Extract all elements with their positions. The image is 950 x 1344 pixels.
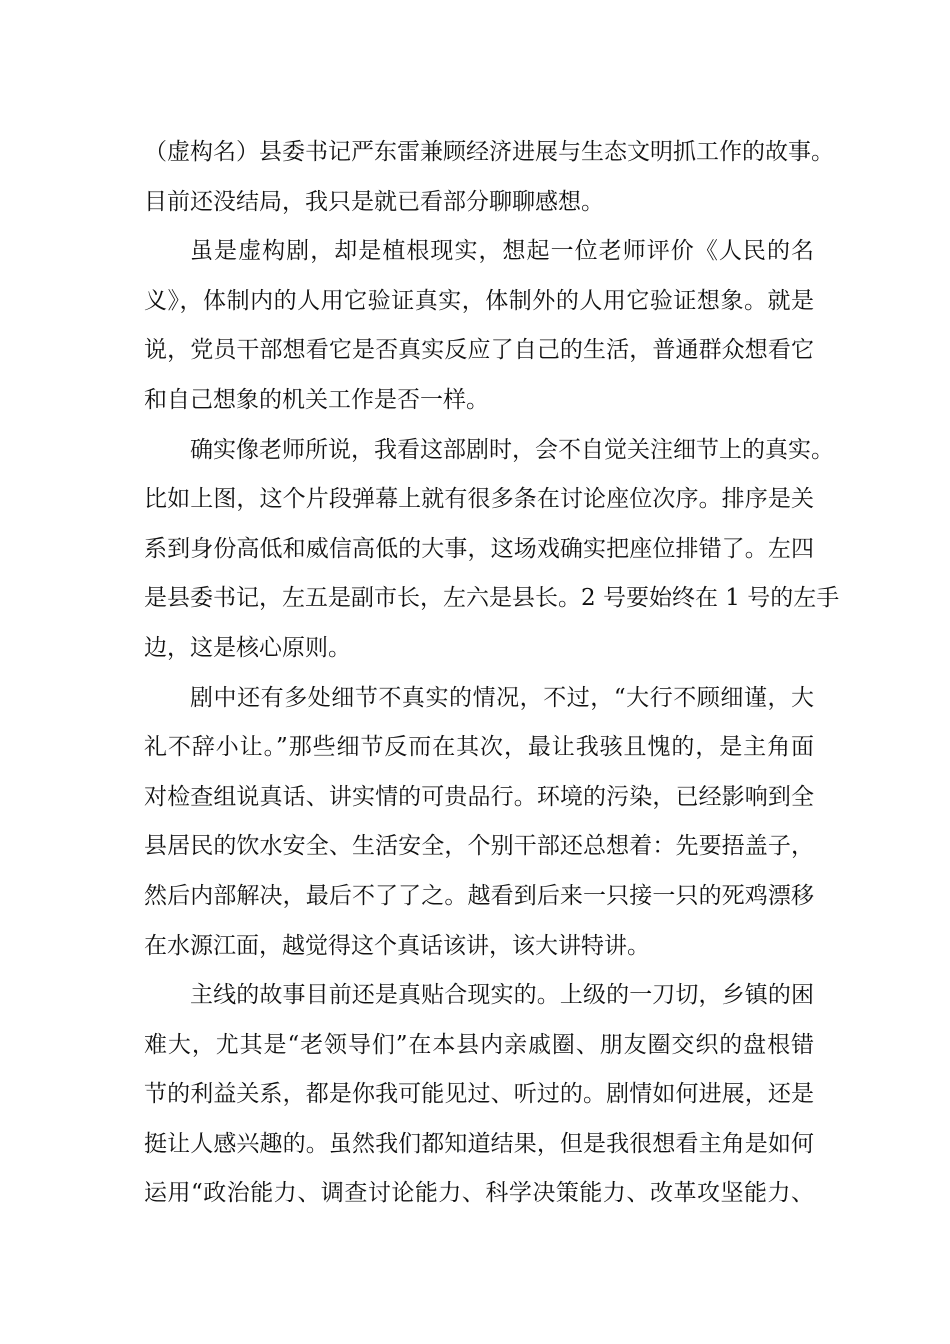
text-line: 难大，尤其是“老领导们”在本县内亲戚圈、朋友圈交织的盘根错 [144, 1031, 814, 1058]
text-line: 运用“政治能力、调查讨论能力、科学决策能力、改革攻坚能力、 [144, 1180, 814, 1207]
text-line: 和自己想象的机关工作是否一样。 [144, 386, 489, 413]
text-line: （虚构名）县委书记严东雷兼顾经济进展与生态文明抓工作的故事。 [144, 139, 834, 165]
text-line: 比如上图，这个片段弹幕上就有很多条在讨论座位次序。排序是关 [144, 486, 814, 513]
paragraph-2 [144, 227, 814, 425]
text-line: 在水源江面，越觉得这个真话该讲，该大讲特讲。 [144, 932, 650, 959]
paragraph-1 [144, 128, 834, 227]
text-line: 系到身份高低和威信高低的大事，这场戏确实把座位排错了。左四 [144, 535, 814, 562]
text-line: 对检查组说真话、讲实情的可贵品行。环境的污染，已经影响到全 [144, 783, 814, 810]
text-line: 目前还没结局，我只是就已看部分聊聊感想。 [144, 188, 604, 215]
text-line: 说，党员干部想看它是否真实反应了自己的生活，普通群众想看它 [144, 337, 814, 364]
text-line: 边，这是核心原则。 [144, 634, 351, 661]
text-line: 县居民的饮水安全、生活安全，个别干部还总想着：先要捂盖子， [144, 833, 814, 860]
paragraph-5 [144, 971, 814, 1219]
text-line: 主线的故事目前还是真贴合现实的。上级的一刀切，乡镇的困 [190, 982, 814, 1009]
text-line: 然后内部解决，最后不了了之。越看到后来一只接一只的死鸡漂移 [144, 882, 814, 909]
text-line: 确实像老师所说，我看这部剧时，会不自觉关注细节上的真实。 [190, 436, 834, 463]
text-line: 义》，体制内的人用它验证真实，体制外的人用它验证想象。就是 [144, 287, 814, 314]
text-line: 虽是虚构剧，却是植根现实，想起一位老师评价《人民的名 [190, 238, 814, 265]
text-line: 是县委书记，左五是副市长，左六是县长。2 号要始终在 1 号的左手 [144, 585, 840, 612]
text-line: 剧中还有多处细节不真实的情况，不过，“大行不顾细谨，大 [190, 684, 814, 711]
paragraph-4 [144, 674, 814, 972]
document-body [144, 128, 840, 1219]
text-line: 节的利益关系，都是你我可能见过、听过的。剧情如何进展，还是 [144, 1081, 814, 1108]
paragraph-3 [144, 426, 840, 674]
text-line: 挺让人感兴趣的。虽然我们都知道结果，但是我很想看主角是如何 [144, 1130, 814, 1157]
text-line: 礼不辞小让。”那些细节反而在其次，最让我骇且愧的，是主角面 [144, 734, 814, 761]
